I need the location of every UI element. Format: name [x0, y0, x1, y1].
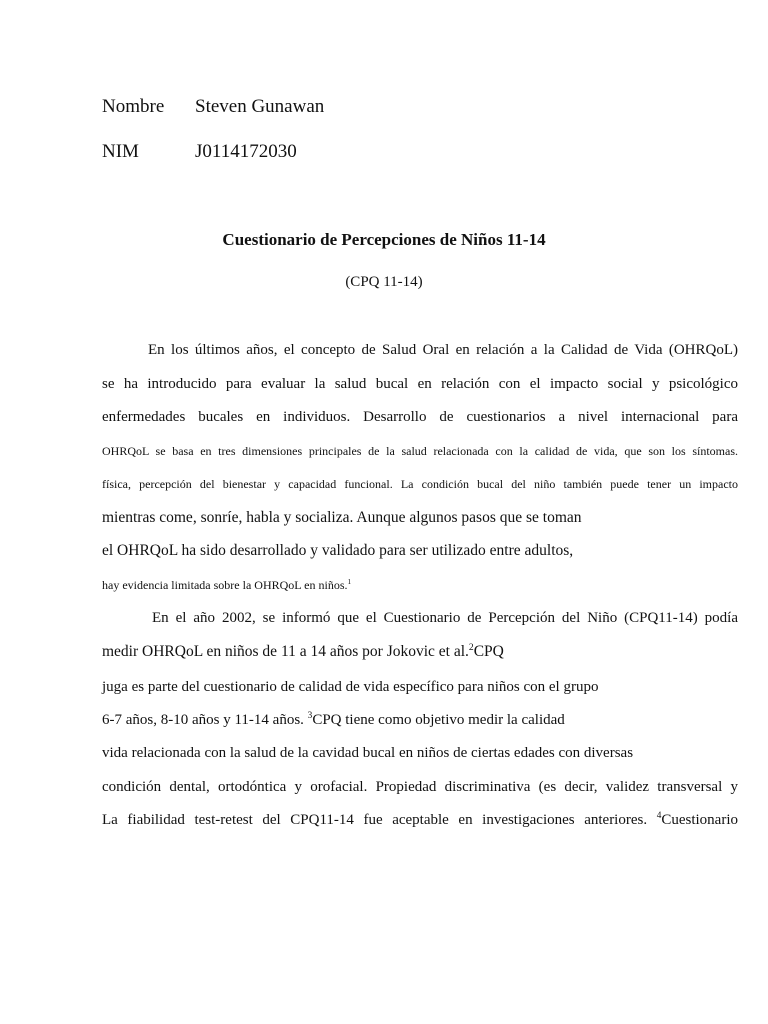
line-text: CPQ: [473, 643, 504, 660]
name-value: Steven Gunawan: [195, 96, 325, 117]
paragraph-line: se ha introducido para evaluar la salud bucal en relación con el impacto social y psicológico: [102, 376, 738, 392]
footnote-marker: 4: [656, 811, 662, 821]
paragraph-line: mientras come, sonríe, habla y socializa. Aunque algunos pasos que se toman: [102, 509, 582, 526]
paragraph-line: física, percepción del bienestar y capacidad funcional. La condición bucal del niño también puede tener un impacto: [102, 477, 738, 491]
paragraph-line: el OHRQoL ha sido desarrollado y validado para ser utilizado entre adultos,: [102, 542, 574, 559]
footnote-marker: 3: [307, 711, 313, 721]
footnote-marker: 2: [468, 641, 474, 653]
line-text: Cuestionario: [661, 812, 738, 828]
paragraph-line: [102, 643, 738, 661]
paragraph-line: [102, 576, 738, 594]
paragraph-line: En el año 2002, se informó que el Cuestionario de Percepción del Niño (CPQ11-14) podía: [152, 610, 738, 626]
name-label: Nombre: [102, 96, 165, 117]
paragraph-line: En los últimos años, el concepto de Salud Oral en relación a la Calidad de Vida (OHRQoL): [148, 342, 738, 358]
paragraph-line: [102, 711, 738, 729]
paragraph-line: enfermedades bucales en individuos. Desarrollo de cuestionarios a nivel internacional para: [102, 409, 738, 425]
line-text: La fiabilidad test-retest del CPQ11-14 fue aceptable en investigaciones anteriores.: [102, 812, 657, 828]
line-text: hay evidencia limitada sobre la OHRQoL en niños.: [102, 578, 348, 592]
paragraph-line: condición dental, ortodóntica y orofacial. Propiedad discriminativa (es decir, validez transversal y: [102, 779, 738, 795]
line-text: 6-7 años, 8-10 años y 11-14 años.: [102, 712, 308, 728]
nim-label: NIM: [102, 141, 139, 162]
nim-value: J0114172030: [195, 141, 297, 162]
paragraph-line: juga es parte del cuestionario de calidad de vida específico para niños con el grupo: [102, 679, 599, 695]
document-subtitle: (CPQ 11-14): [345, 274, 423, 290]
document-title: Cuestionario de Percepciones de Niños 11-14: [222, 230, 546, 249]
footnote-marker: 1: [347, 577, 352, 586]
paragraph-line: vida relacionada con la salud de la cavidad bucal en niños de ciertas edades con diversas: [102, 745, 634, 761]
paragraph-line: [102, 811, 738, 829]
line-text: CPQ tiene como objetivo medir la calidad: [312, 712, 565, 728]
line-text: medir OHRQoL en niños de 11 a 14 años por Jokovic et al.: [102, 643, 469, 660]
paragraph-line: OHRQoL se basa en tres dimensiones principales de la salud relacionada con la calidad de vida, que son los síntomas.: [102, 444, 738, 458]
